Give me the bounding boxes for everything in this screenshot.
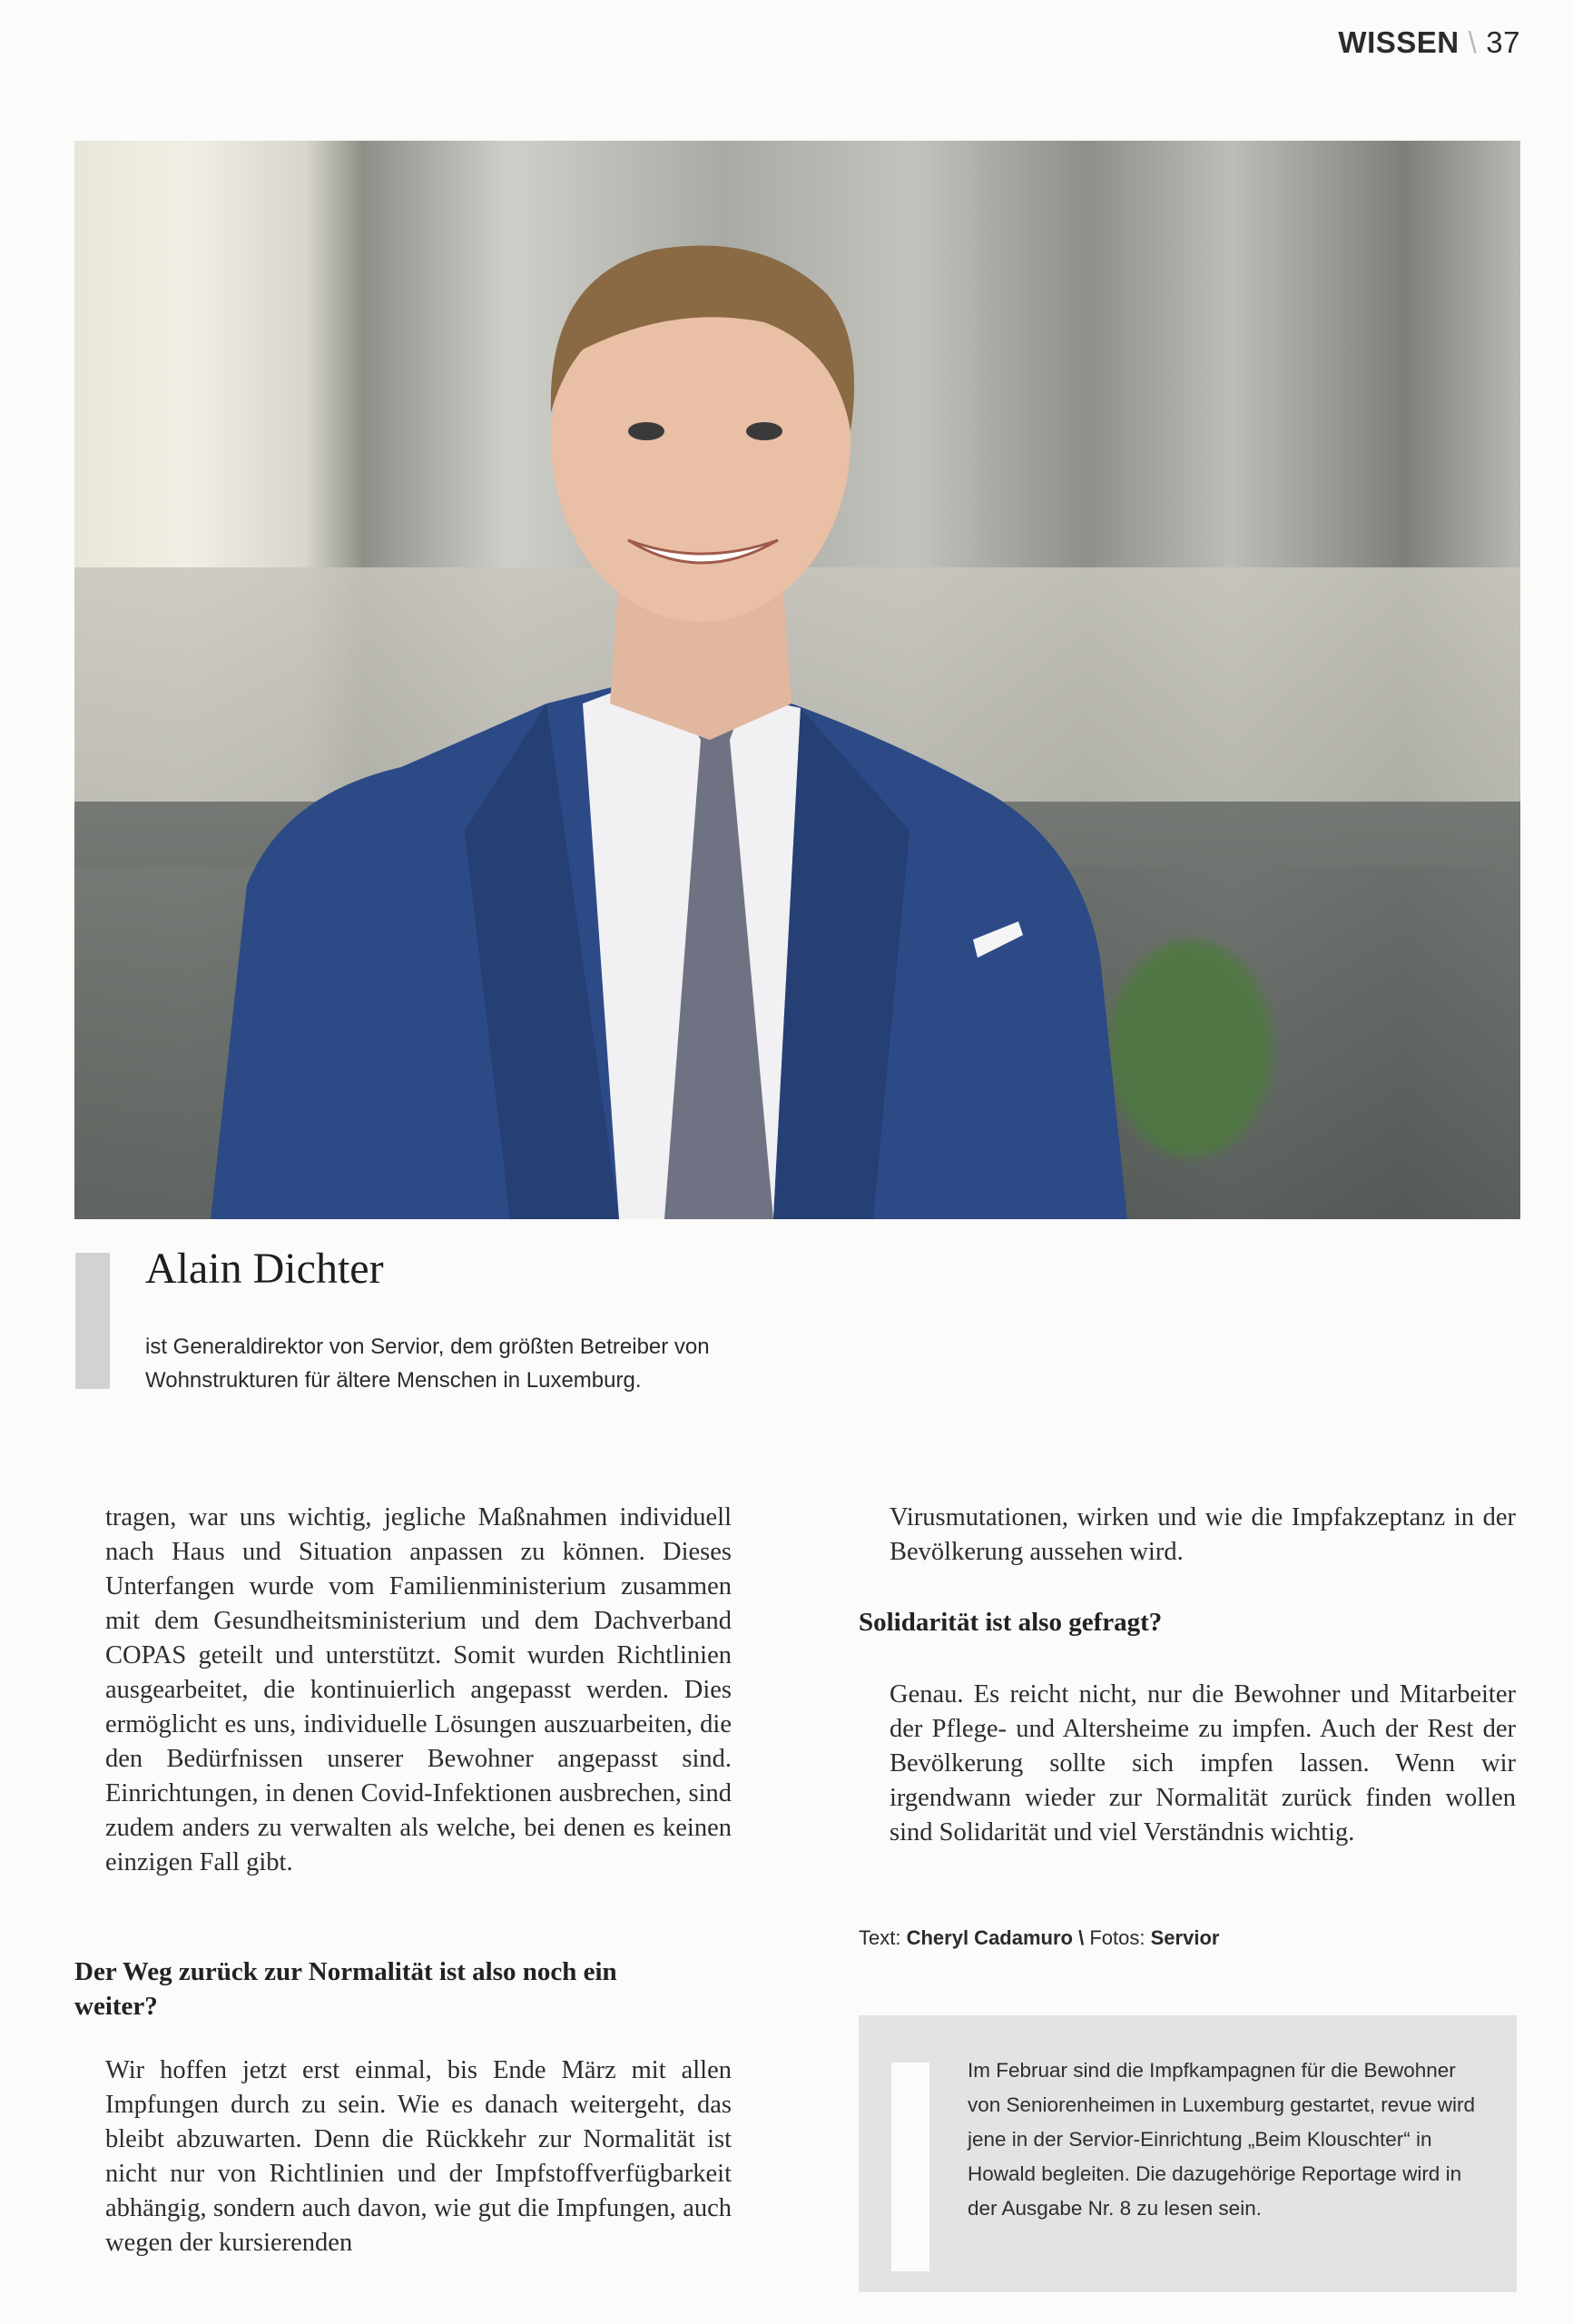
info-box [859,2015,1517,2292]
portrait-photo [74,141,1520,1219]
left-paragraph-1: tragen, war uns wichtig, jegliche Maßnahmen individuell nach Haus und Situation anpassen zu können. Dieses Unterfangen wurde vom Familienministerium zusammen mit dem Gesundheitsministerium und dem Dachverband COPAS geteilt und unterstützt. Somit wurden Richtlinien ausgearbeitet, die kontinuierlich angepasst werden. Dies ermöglicht es uns, individuelle Lösungen auszuarbeiten, die den Bedürfnissen unserer Bewohner angepasst sind. Einrichtungen, in denen Covid-Infektionen ausbrechen, sind zudem anders zu verwalten als welche, bei denen es keinen einzigen Fall gibt. [105,1503,732,1876]
header-separator: \ [1468,25,1478,59]
page-header [1338,25,1520,60]
section-title: WISSEN [1338,25,1460,59]
right-paragraph-1: Virusmutationen, wirken und wie die Impfakzeptanz in der Bevölkerung aussehen wird. [890,1503,1516,1566]
info-box-text: Im Februar sind die Impfkampagnen für die Bewohner von Seniorenheimen in Luxemburg gestartet, revue wird jene in der Servior-Einrichtung „Beim Klouschter“ in Howald begleiten. Die dazugehörige Reportage wird in der Ausgabe Nr. 8 zu lesen sein. [968,2059,1476,2220]
credits-text-label: Text: [859,1926,901,1949]
right-paragraph-2: Genau. Es reicht nicht, nur die Bewohner und Mitarbeiter der Pflege- und Altersheime zu impfen. Auch der Rest der Bevölkerung sollte sich impfen lassen. Wenn wir irgendwann wieder zur Normalität zurück finden wollen sind Solidarität und viel Verständnis wichtig. [890,1680,1516,1846]
credits-photographer: Servior [1150,1926,1220,1949]
name-accent-bar [75,1253,110,1389]
left-paragraph-2: Wir hoffen jetzt erst einmal, bis Ende März mit allen Impfungen durch zu sein. Wie es danach weitergeht, das bleibt abzuwarten. Denn die Rückkehr zur Normalität ist nicht nur von Richtlinien und der Impfstoffverfügbarkeit abhängig, sondern auch davon, wie gut die Impfungen, auch wegen der kursierenden [105,2056,732,2257]
question-1: Der Weg zurück zur Normalität ist also noch ein weiter? [74,1957,617,2021]
credits-author: Cheryl Cadamuro [906,1926,1073,1949]
person-illustration [74,141,1520,1219]
credits [859,1926,1219,1950]
profile-name: Alain Dichter [145,1245,384,1293]
credits-separator: \ [1078,1926,1085,1949]
info-box-accent-bar [891,2063,929,2271]
question-2: Solidarität ist also gefragt? [859,1608,1163,1637]
credits-photos-label: Fotos: [1089,1926,1145,1949]
page-number: 37 [1486,25,1520,59]
profile-intro: ist Generaldirektor von Servior, dem größten Betreiber von Wohnstrukturen für ältere Menschen in Luxemburg. [145,1334,710,1393]
